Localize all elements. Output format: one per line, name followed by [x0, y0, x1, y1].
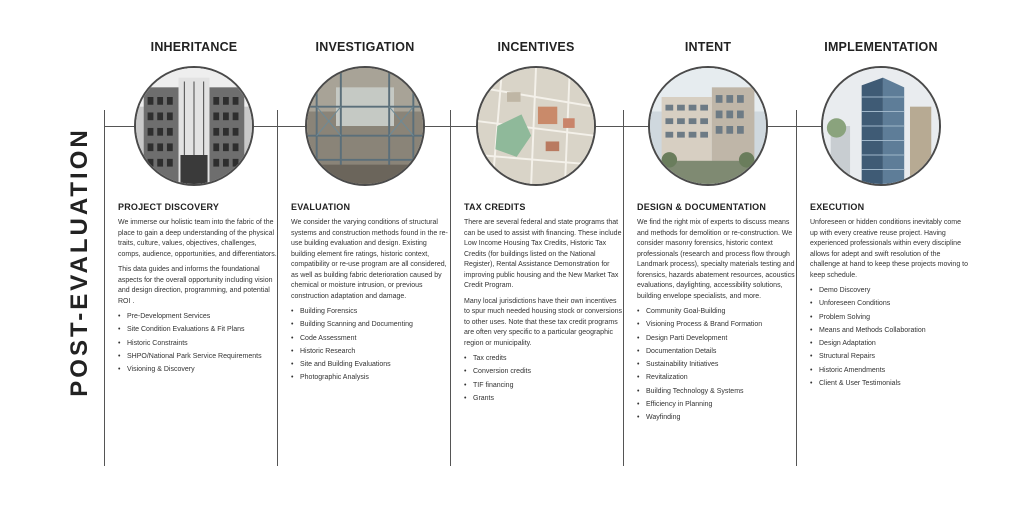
connector-line [104, 126, 134, 127]
list-item: • Documentation Details [637, 347, 797, 356]
list-item: • Historic Constraints [118, 339, 278, 348]
column-inheritance [118, 202, 278, 378]
connector-line [425, 126, 476, 127]
list-item: • Code Assessment [291, 334, 451, 343]
column-title-incentives: INCENTIVES [497, 40, 575, 54]
column-title-investigation: INVESTIGATION [315, 40, 415, 54]
list-item: • Visioning Process & Brand Formation [637, 320, 797, 329]
list-item: • Historic Research [291, 347, 451, 356]
column-heading: EVALUATION [291, 202, 351, 212]
connector-line [768, 126, 821, 127]
list-item: • Revitalization [637, 373, 797, 382]
column-incentives [464, 202, 624, 407]
post-evaluation-label: POST-EVALUATION [66, 127, 93, 397]
architectural-rendering-image [648, 66, 768, 186]
column-paragraph: We consider the varying conditions of structural systems and construction methods found in the re-use building evaluation and design. Existing building element fire ratings, historic context, compatibility or re-use program are all considered, as well as building fabric deterioration caused by chemical or moisture intrusion, or previous construction adaptation and damage. [291, 219, 448, 300]
historic-building-facade-image [134, 66, 254, 186]
list-item: • Design Adaptation [810, 339, 970, 348]
building-interior-scaffolding-image [305, 66, 425, 186]
list-item: • SHPO/National Park Service Requirements [118, 352, 278, 361]
list-item: • Efficiency in Planning [637, 400, 797, 409]
column-heading: DESIGN & DOCUMENTATION [637, 202, 767, 212]
list-item: • Community Goal-Building [637, 307, 797, 316]
column-paragraph: We find the right mix of experts to discuss means and methods for demolition or re-construction. We consider masonry forensics, historic context professionals (research and process flow through Landmark process), specialty materials testing and forensics, hazards abatement resources, acoustics evaluations, daylighting, accessibility solutions, building envelope specialists, and more. [637, 219, 795, 300]
divider-line [104, 110, 105, 466]
list-item: • Tax credits [464, 354, 624, 363]
column-paragraph: There are several federal and state programs that can be used to assist with financing. These include Low Income Housing Tax Credits, Historic Tax Credits (for buildings listed on the National Register), Rental Assistance Demonstration for improving public housing and the New Market Tax Credit Program. [464, 219, 622, 289]
bullet-list [637, 307, 797, 422]
column-heading: EXECUTION [810, 202, 865, 212]
column-heading: PROJECT DISCOVERY [118, 202, 220, 212]
list-item: • Client & User Testimonials [810, 379, 970, 388]
list-item: • Structural Repairs [810, 352, 970, 361]
list-item: • Grants [464, 394, 624, 403]
connector-line [254, 126, 305, 127]
bullet-list [810, 286, 970, 388]
bullet-list [291, 307, 451, 382]
list-item: • Building Forensics [291, 307, 451, 316]
column-title-inheritance: INHERITANCE [150, 40, 238, 54]
column-title-intent: INTENT [684, 40, 732, 54]
bullet-list [118, 312, 278, 374]
column-paragraph: This data guides and informs the foundational aspects for the overall opportunity including vision and design direction, programming, and potential ROI . [118, 266, 273, 305]
connector-line [596, 126, 648, 127]
bullet-list [464, 354, 624, 403]
column-title-implementation: IMPLEMENTATION [824, 40, 938, 54]
list-item: • Wayfinding [637, 413, 797, 422]
city-map-image [476, 66, 596, 186]
list-item: • Demo Discovery [810, 286, 970, 295]
column-intent [637, 202, 797, 427]
list-item: • Conversion credits [464, 367, 624, 376]
column-heading: TAX CREDITS [464, 202, 526, 212]
list-item: • Design Parti Development [637, 334, 797, 343]
list-item: • Photographic Analysis [291, 373, 451, 382]
list-item: • Site and Building Evaluations [291, 360, 451, 369]
list-item: • Unforeseen Conditions [810, 299, 970, 308]
list-item: • Site Condition Evaluations & Fit Plans [118, 325, 278, 334]
list-item: • Means and Methods Collaboration [810, 326, 970, 335]
list-item: • Building Technology & Systems [637, 387, 797, 396]
list-item: • Problem Solving [810, 313, 970, 322]
list-item: • Building Scanning and Documenting [291, 320, 451, 329]
column-paragraph: We immerse our holistic team into the fabric of the place to gain a deep understanding of the physical traits, culture, values, objectives, challenges, comps, audience, opportunities, and differentiators. [118, 219, 277, 258]
list-item: • TIF financing [464, 381, 624, 390]
glass-tower-image [821, 66, 941, 186]
column-investigation [291, 202, 451, 387]
list-item: • Visioning & Discovery [118, 365, 278, 374]
column-paragraph: Unforeseen or hidden conditions inevitably come up with every creative reuse project. Having experienced professionals within every discipline allows for adept and swift resolution of the challenge at hand to keep these projects moving to keep schedule. [810, 219, 968, 279]
list-item: • Historic Amendments [810, 366, 970, 375]
column-implementation [810, 202, 970, 392]
list-item: • Pre-Development Services [118, 312, 278, 321]
list-item: • Sustainability Initiatives [637, 360, 797, 369]
column-paragraph: Many local jurisdictions have their own incentives to spur much needed housing stock or conversions to other uses. Note that these tax credit programs are often very specific to a particular geographic region or municipality. [464, 297, 622, 347]
